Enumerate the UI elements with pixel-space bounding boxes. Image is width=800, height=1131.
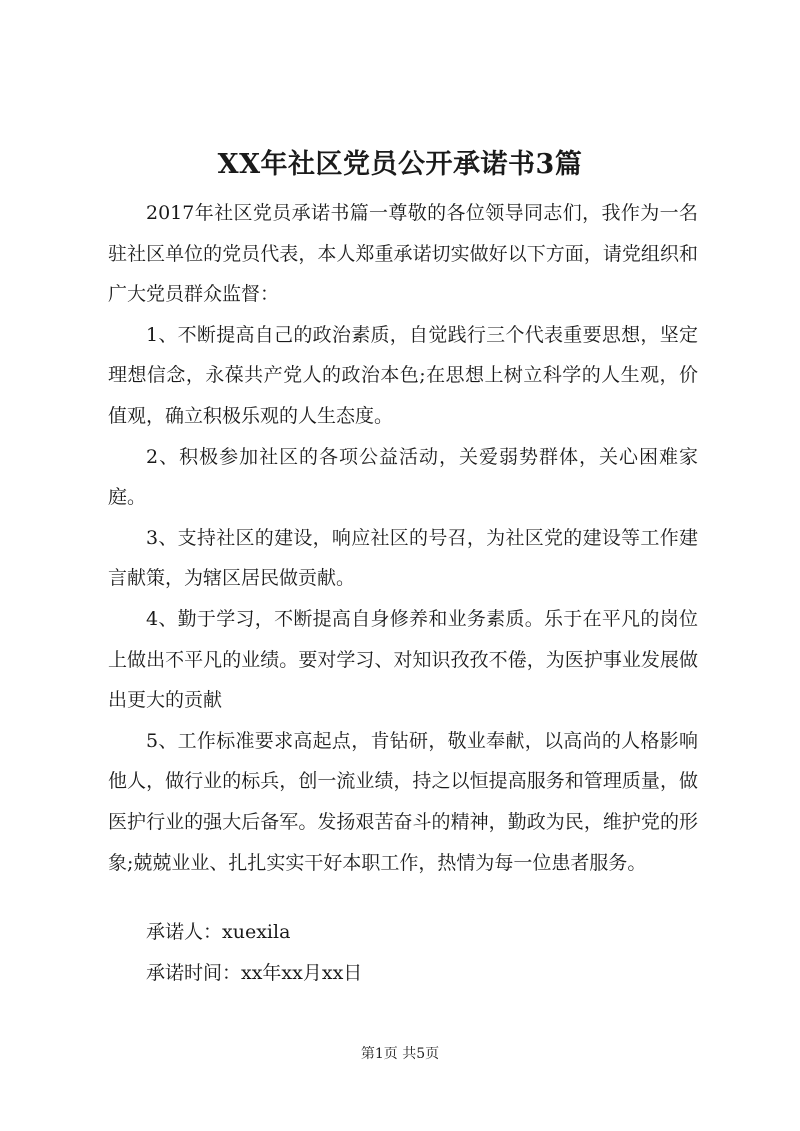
- paragraph-intro: 2017年社区党员承诺书篇一尊敬的各位领导同志们，我作为一名驻社区单位的党员代表，本人郑重承诺切实做好以下方面，请党组织和广大党员群众监督：: [108, 202, 698, 306]
- paragraph-item-3: 3、支持社区的建设，响应社区的号召，为社区党的建设等工作建言献策，为辖区居民做贡献。: [108, 526, 698, 590]
- date-line: 承诺时间：xx年xx月xx日: [146, 962, 363, 984]
- signer-line: 承诺人：xuexila: [146, 921, 291, 943]
- page-number-footer: 第1页 共5页: [360, 1046, 440, 1062]
- document-body: [108, 193, 698, 883]
- document-title: XX年社区党员公开承诺书3篇: [217, 149, 583, 180]
- paragraph-item-1: 1、不断提高自己的政治素质，自觉践行三个代表重要思想，坚定理想信念，永葆共产党人的政治本色;在思想上树立科学的人生观，价值观，确立积极乐观的人生态度。: [108, 323, 698, 427]
- paragraph-item-4: 4、勤于学习，不断提高自身修养和业务素质。乐于在平凡的岗位上做出不平凡的业绩。要对学习、对知识孜孜不倦，为医护事业发展做出更大的贡献: [108, 607, 698, 712]
- paragraph-item-5: 5、工作标准要求高起点，肯钻研，敬业奉献，以高尚的人格影响他人，做行业的标兵，创一流业绩，持之以恒提高服务和管理质量，做医护行业的强大后备军。发扬艰苦奋斗的精神，勤政为民，维护党的形象;兢兢业业、扎扎实实干好本职工作，热情为每一位患者服务。: [108, 729, 698, 874]
- paragraph-item-2: 2、积极参加社区的各项公益活动，关爱弱势群体，关心困难家庭。: [108, 445, 698, 509]
